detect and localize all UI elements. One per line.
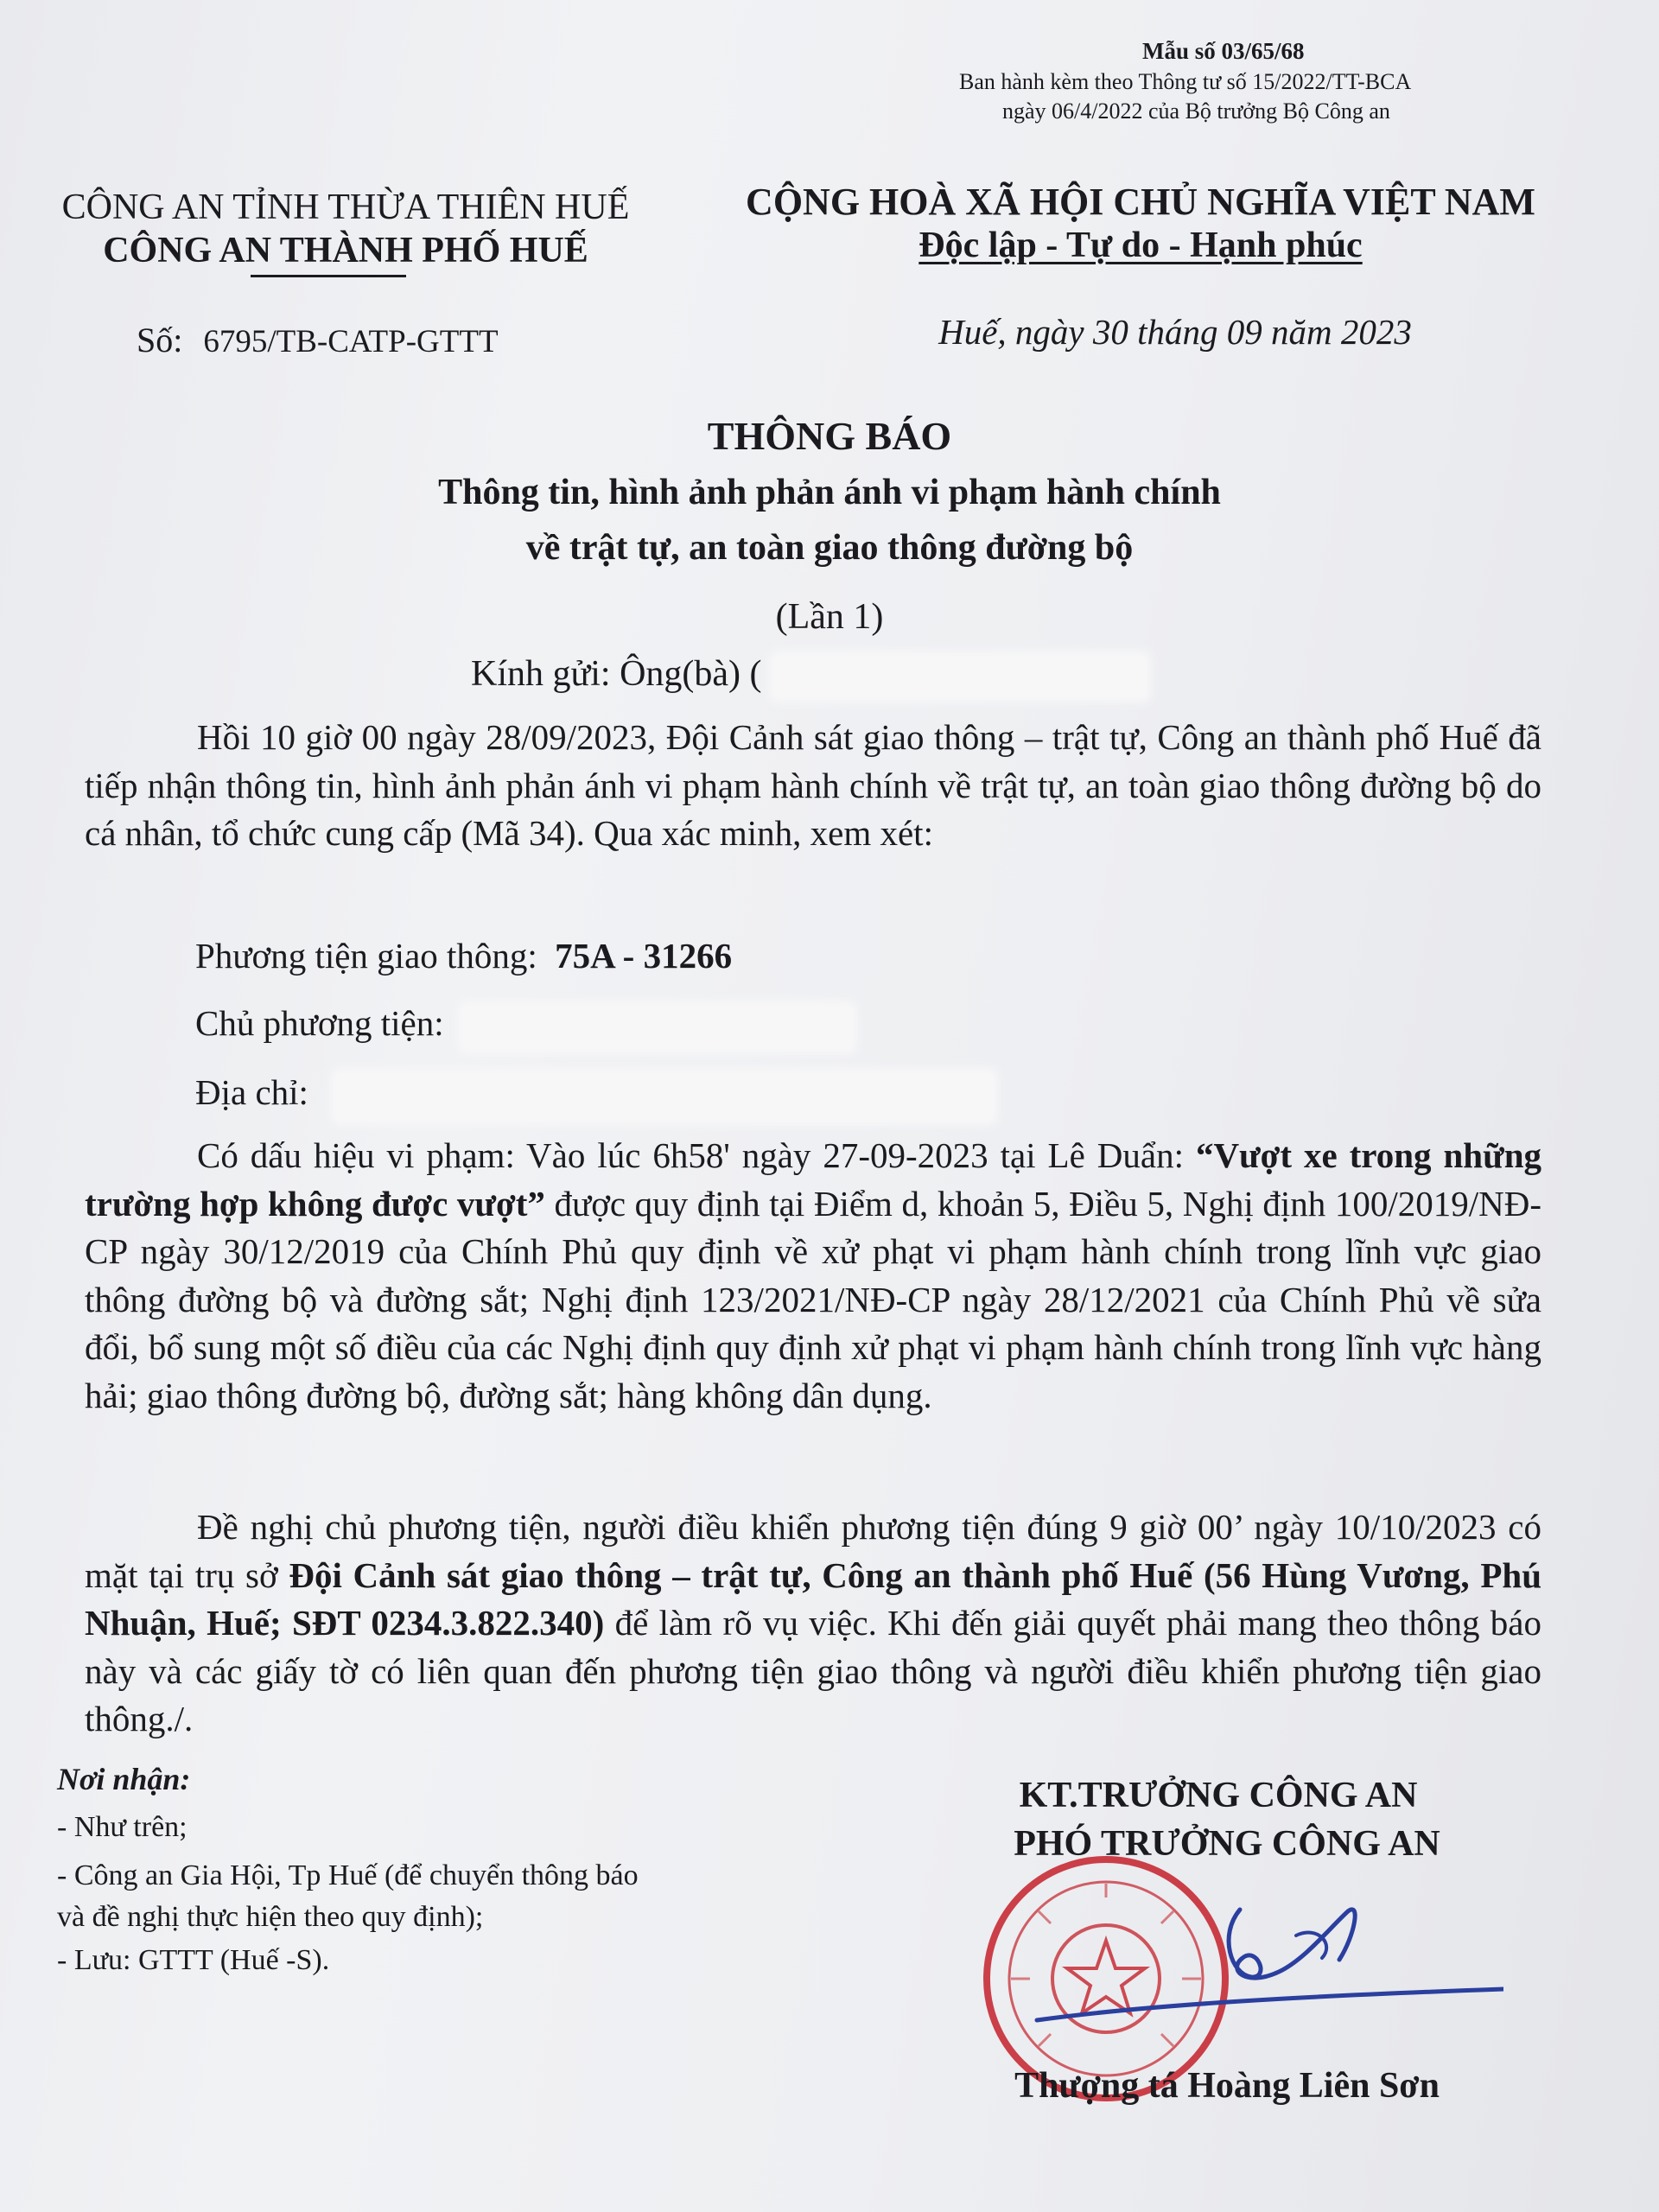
- doc-number: [137, 320, 499, 360]
- agency-underline: [251, 275, 406, 277]
- recipient-item: và đề nghị thực hiện theo quy định);: [57, 1901, 484, 1933]
- vehicle-field: [195, 935, 732, 976]
- intro-paragraph: Hồi 10 giờ 00 ngày 28/09/2023, Đội Cảnh sát giao thông – trật tự, Công an thành phố Huế đã tiếp nhận thông tin, hình ảnh phản ánh vi phạm hành chính về trật tự, an toàn giao thông đường bộ do cá nhân, tổ chức cung cấp (Mã 34). Qua xác minh, xem xét:: [85, 717, 1541, 853]
- violation-intro: Có dấu hiệu vi phạm: Vào lúc 6h58' ngày 27-09-2023 tại Lê Duẩn:: [197, 1135, 1184, 1175]
- agency-name: [35, 230, 657, 271]
- recipient-item: - Như trên;: [57, 1811, 188, 1843]
- recipient-redaction: [774, 656, 1146, 697]
- doc-date: Huế, ngày 30 tháng 09 năm 2023: [938, 312, 1412, 352]
- violation-legal-basis: được quy định tại Điểm d, khoản 5, Điều 5, Nghị định 100/2019/NĐ-CP ngày 30/12/2019 của Chính Phủ quy định về xử phạt vi phạm hành chính trong lĩnh vực giao thông đường bộ và đường sắt; Nghị định 123/2021/NĐ-CP ngày 28/12/2021 của Chính Phủ về sửa đổi, bổ sung một số điều của các Nghị định quy định xử phạt vi phạm hành chính trong lĩnh vực hàng hải; giao thông đường bộ, đường sắt; hàng không dân dụng.: [85, 1183, 1541, 1415]
- request-intro: Đề nghị chủ phương tiện, người điều khiển phương tiện đúng 9 giờ 00’ ngày 10/10/2023 có mặt tại trụ sở: [85, 1507, 1541, 1595]
- doc-subtitle-line2: về trật tự, an toàn giao thông đường bộ: [525, 528, 1134, 568]
- owner-label: Chủ phương tiện:: [195, 1003, 444, 1043]
- doc-subtitle-line1: Thông tin, hình ảnh phản ánh vi phạm hành chính: [438, 473, 1221, 512]
- request-paragraph: [85, 1503, 1541, 1744]
- doc-title: THÔNG BÁO: [707, 414, 952, 458]
- recipient-item: - Lưu: GTTT (Huế -S).: [57, 1944, 330, 1976]
- vehicle-label: Phương tiện giao thông:: [195, 936, 537, 976]
- vehicle-plate: 75A - 31266: [555, 936, 733, 976]
- form-code: Mẫu số 03/65/68: [1142, 38, 1305, 64]
- violation-paragraph: [85, 1132, 1541, 1420]
- owner-redaction: [463, 1006, 852, 1049]
- nation-name: CỘNG HOÀ XÃ HỘI CHỦ NGHĨA VIỆT NAM: [746, 181, 1535, 223]
- owner-field: [195, 1002, 852, 1049]
- doc-number-value: 6795/TB-CATP-GTTT: [203, 324, 499, 359]
- recipient-item: - Công an Gia Hội, Tp Huế (để chuyển thông báo: [57, 1859, 639, 1891]
- handwritten-signature-icon: [1020, 1875, 1503, 2039]
- recipients-heading: Nơi nhận:: [57, 1762, 191, 1796]
- nation-motto: [709, 225, 1573, 266]
- form-issued-line1: Ban hành kèm theo Thông tư số 15/2022/TT-BCA: [959, 69, 1412, 94]
- recipient-line: [471, 653, 1146, 697]
- signer-name: Thượng tá Hoàng Liên Sơn: [1014, 2066, 1440, 2106]
- doc-round: (Lần 1): [775, 597, 884, 637]
- request-rest: để làm rõ vụ việc. Khi đến giải quyết phải mang theo thông báo này và các giấy tờ có liên quan đến phương tiện giao thông và người điều khiển phương tiện giao thông./.: [85, 1603, 1541, 1738]
- agency-name-text: CÔNG AN THÀNH PHỐ HUẾ: [103, 231, 588, 270]
- address-field: [195, 1071, 993, 1120]
- address-redaction: [336, 1073, 993, 1120]
- agency-parent: CÔNG AN TỈNH THỪA THIÊN HUẾ: [61, 188, 630, 227]
- address-label: Địa chỉ:: [195, 1072, 308, 1112]
- nation-motto-text: Độc lập - Tự do - Hạnh phúc: [918, 226, 1363, 265]
- doc-number-label: Số:: [137, 321, 183, 359]
- recipient-label: Kính gửi: Ông(bà) (: [471, 654, 762, 694]
- signature-line1: KT.TRƯỞNG CÔNG AN: [1019, 1776, 1418, 1815]
- signature-line2: PHÓ TRƯỞNG CÔNG AN: [1014, 1824, 1440, 1864]
- request-place: Đội Cảnh sát giao thông – trật tự, Công an thành phố Huế (56 Hùng Vương, Phú Nhuận, Huế; SĐT 0234.3.822.340): [85, 1554, 1542, 1643]
- violation-name: “Vượt xe trong những trường hợp không được vượt”: [85, 1135, 1541, 1224]
- form-issued-line2: ngày 06/4/2022 của Bộ trưởng Bộ Công an: [1002, 99, 1390, 124]
